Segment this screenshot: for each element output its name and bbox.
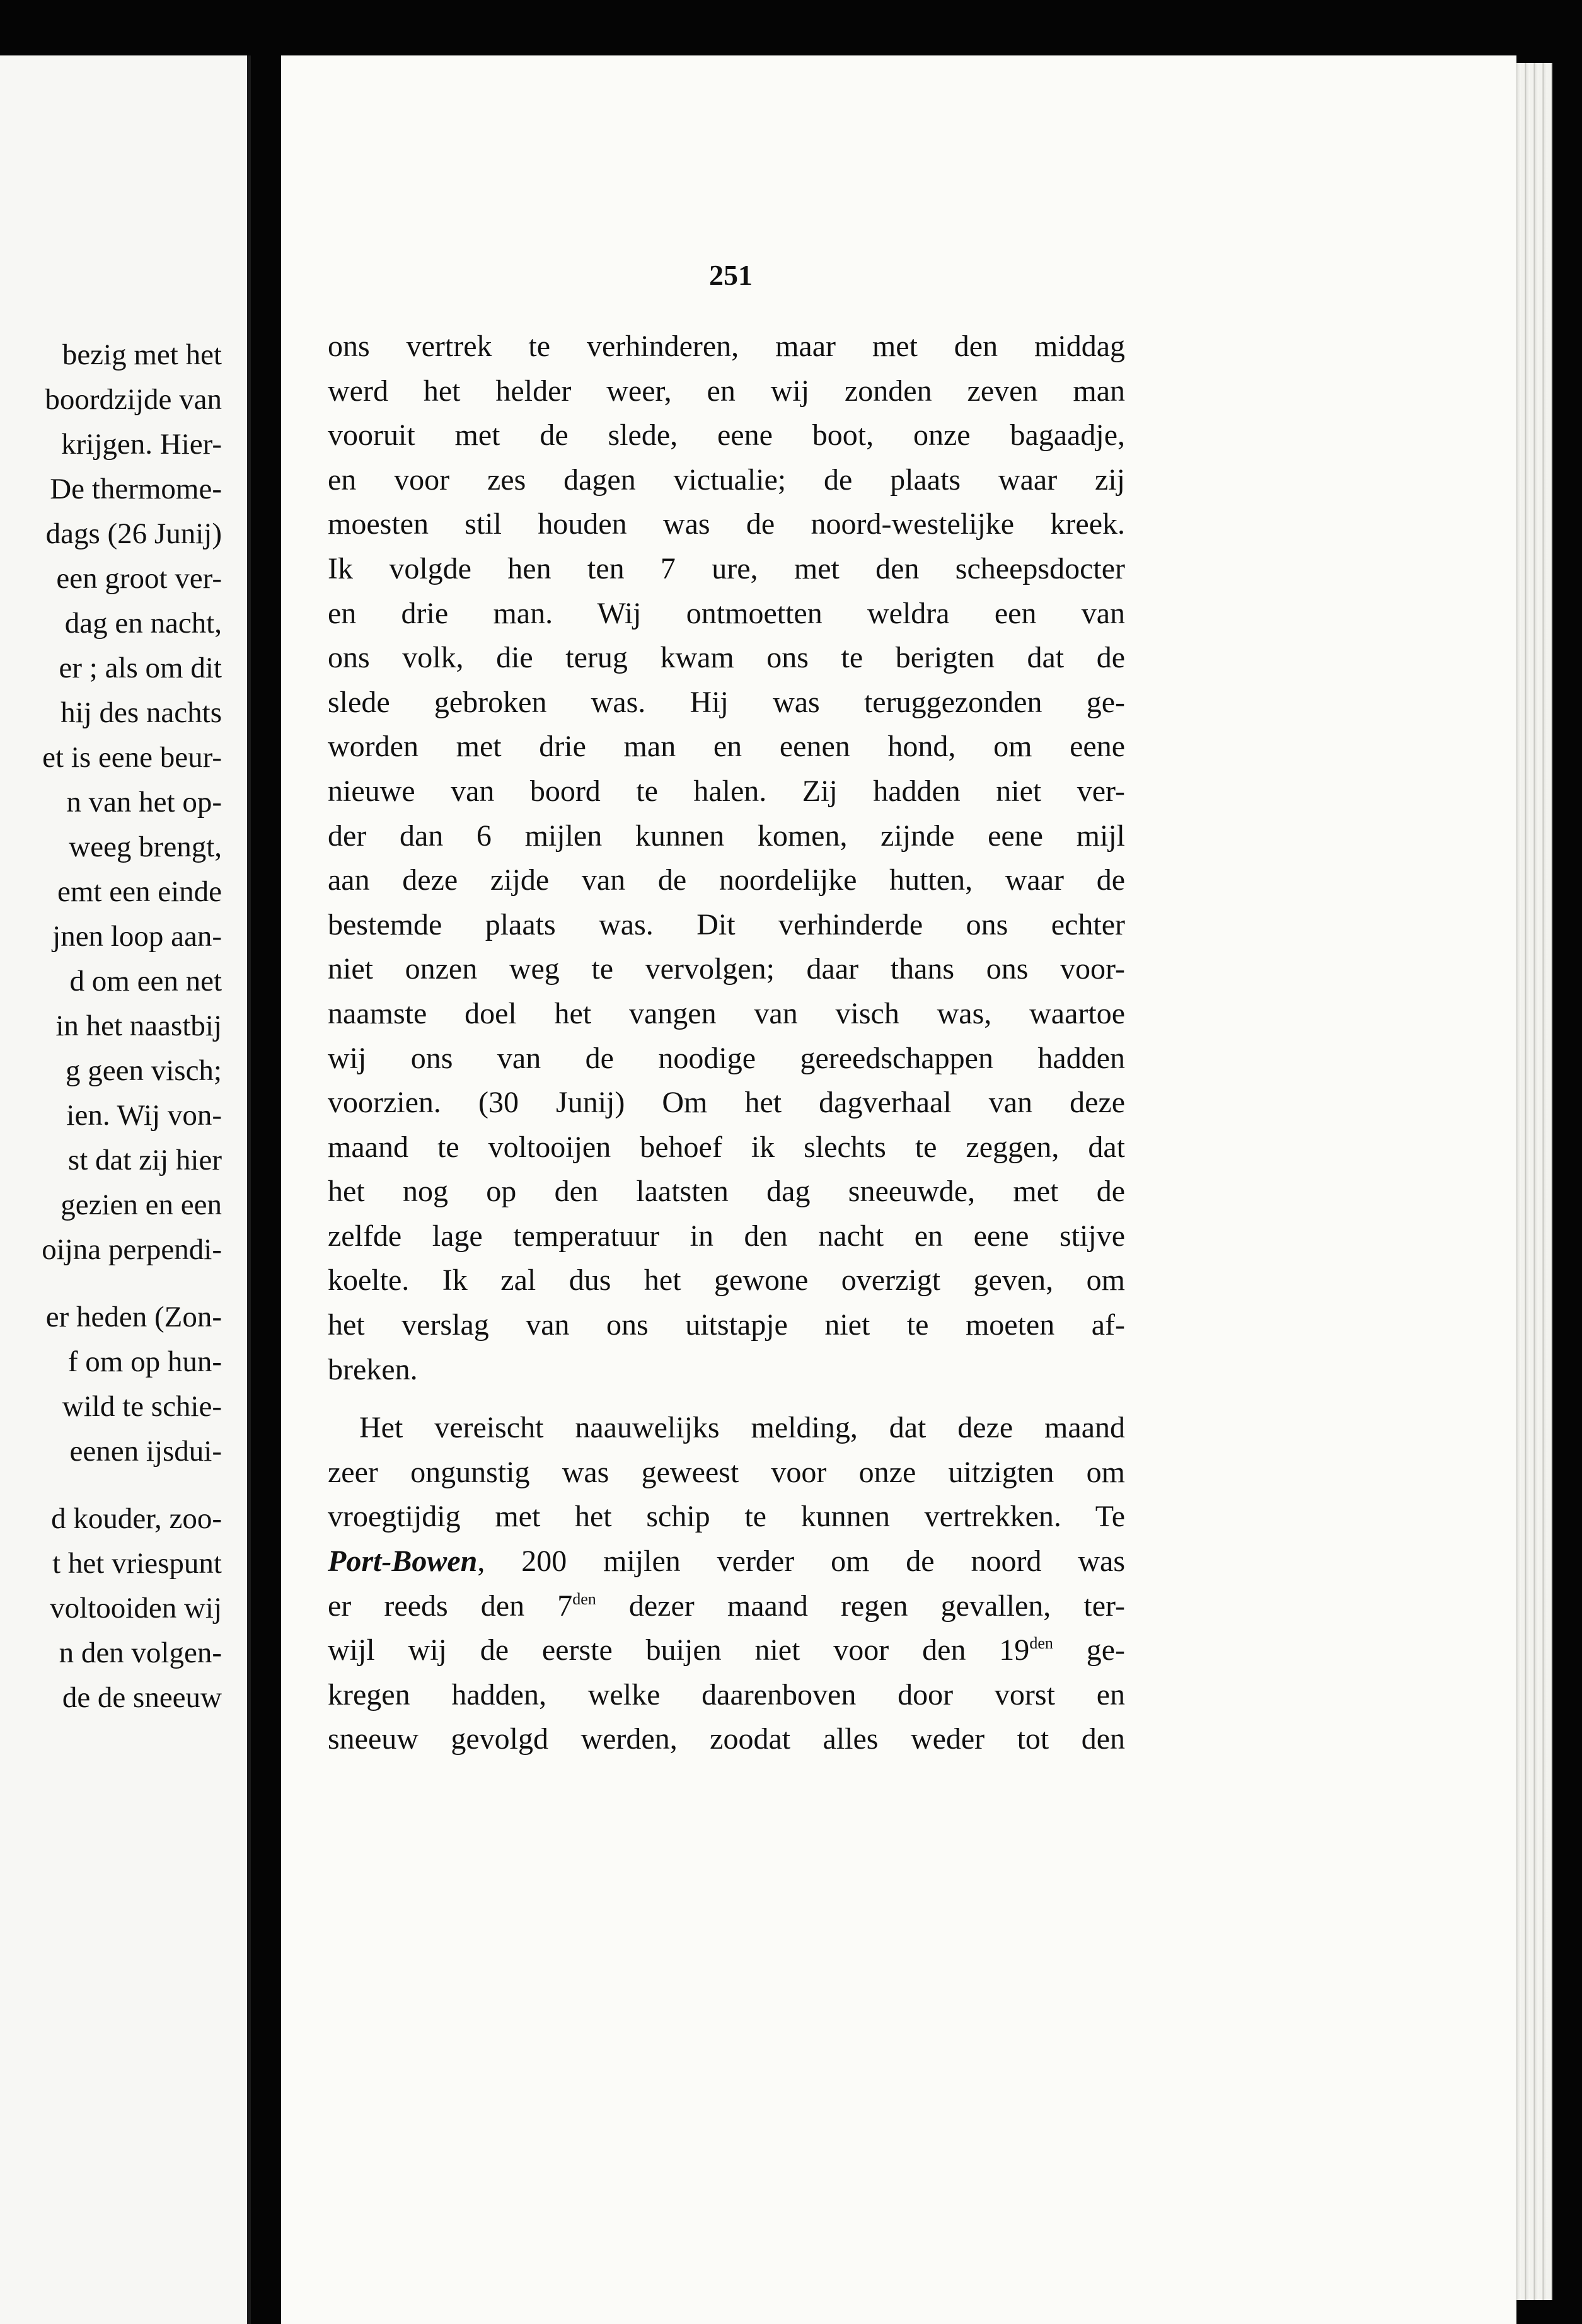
text-line: niet onzen weg te vervolgen; daar thans ons voor- (328, 952, 1125, 986)
left-text-line: jnen loop aan- (52, 920, 222, 953)
left-text-line: er ; als om dit (59, 652, 222, 684)
text-line: der dan 6 mijlen kunnen komen, zijnde eene mijl (328, 819, 1125, 853)
left-text-line: g geen visch; (66, 1054, 222, 1087)
left-text-line: boordzijde van (45, 383, 222, 416)
text-fragment: , 200 mijlen verder om de noord was (477, 1545, 1125, 1579)
text-line: kregen hadden, welke daarenboven door vorst en (328, 1677, 1125, 1711)
left-text-line: eenen ijsdui- (69, 1435, 222, 1468)
left-text-line: st dat zij hier (67, 1144, 222, 1176)
left-text-line: krijgen. Hier- (61, 428, 222, 461)
left-text-line: een groot ver- (56, 562, 222, 595)
left-text-line: gezien en een (61, 1188, 222, 1221)
left-text-line: hij des nachts (61, 696, 222, 729)
text-line: maand te voltooijen behoef ik slechts te zeggen, dat (328, 1130, 1125, 1164)
left-text-line: voltooiden wij (50, 1592, 222, 1625)
left-text-line: in het naastbij (55, 1010, 222, 1042)
paragraph-2 (328, 1406, 1125, 1762)
text-line: vroegtijdig met het schip te kunnen vertrekken. Te (328, 1500, 1125, 1534)
text-line: bestemde plaats was. Dit verhinderde ons echter (328, 907, 1125, 941)
text-fragment: er reeds den 7 (328, 1589, 573, 1623)
text-line: vooruit met de slede, eene boot, onze bagaadje, (328, 418, 1125, 452)
text-line (328, 1628, 1125, 1673)
text-line: moesten stil houden was de noord-westelijke kreek. (328, 507, 1125, 541)
ordinal-suffix: den (572, 1589, 596, 1608)
ordinal-suffix: den (1029, 1634, 1053, 1653)
left-text-line: n den volgen- (59, 1637, 222, 1669)
text-line: zeer ongunstig was geweest voor onze uitzigten om (328, 1455, 1125, 1489)
text-fragment: wijl wij de eerste buijen niet voor den 19 (328, 1633, 1030, 1667)
text-line: breken. (328, 1352, 418, 1386)
text-line: wij ons van de noodige gereedschappen hadden (328, 1041, 1125, 1075)
left-text-line: et is eene beur- (42, 741, 222, 774)
left-text-line: bezig met het (62, 338, 222, 371)
left-text-line: t het vriespunt (52, 1547, 222, 1580)
text-line (328, 1584, 1125, 1629)
text-line: sneeuw gevolgd werden, zoodat alles weder tot den (328, 1722, 1125, 1756)
text-line: het verslag van ons uitstapje niet te moeten af- (328, 1308, 1125, 1342)
left-page (0, 55, 251, 2324)
left-text-line (0, 1272, 222, 1295)
text-line (328, 1539, 1125, 1584)
left-text-line: weeg brengt, (69, 831, 222, 863)
left-text-line: de de sneeuw (62, 1681, 222, 1714)
left-text-line: n van het op- (66, 786, 222, 819)
page-number: 251 (709, 259, 753, 291)
left-text-line: d kouder, zoo- (51, 1502, 222, 1535)
text-line: ons vertrek te verhinderen, maar met den middag (328, 330, 1125, 363)
text-line: Ik volgde hen ten 7 ure, met den scheepsdocter (328, 551, 1125, 585)
text-line: worden met drie man en eenen hond, om eene (328, 730, 1125, 764)
left-text-line: oijna perpendi- (42, 1233, 222, 1266)
text-line: en drie man. Wij ontmoetten weldra een van (328, 596, 1125, 630)
text-line: Het vereischt naauwelijks melding, dat deze maand (359, 1411, 1125, 1445)
text-fragment: dezer maand regen gevallen, ter- (596, 1589, 1126, 1623)
text-line: nieuwe van boord te halen. Zij hadden niet ver- (328, 774, 1125, 808)
text-line: aan deze zijde van de noordelijke hutten, waar de (328, 863, 1125, 897)
left-text-line: er heden (Zon- (45, 1301, 222, 1333)
text-line: werd het helder weer, en wij zonden zeven man (328, 374, 1125, 408)
text-line: ons volk, die terug kwam ons te berigten dat de (328, 641, 1125, 675)
left-text-line: wild te schie- (62, 1390, 222, 1423)
left-page-text (0, 333, 222, 1720)
left-text-line: emt een einde (57, 875, 222, 908)
left-text-line: dags (26 Junij) (45, 517, 222, 550)
place-name: Port-Bowen (328, 1545, 478, 1579)
body-text (328, 325, 1125, 1762)
left-text-line: f om op hun- (67, 1345, 222, 1378)
left-text-line: dag en nacht, (64, 607, 222, 640)
left-text-line: d om een net (69, 965, 222, 998)
text-line: het nog op den laatsten dag sneeuwde, met de (328, 1175, 1125, 1209)
text-line: koelte. Ik zal dus het gewone overzigt geven, om (328, 1263, 1125, 1297)
text-line: naamste doel het vangen van visch was, waartoe (328, 996, 1125, 1030)
left-text-line: ien. Wij von- (66, 1099, 222, 1132)
text-line: voorzien. (30 Junij) Om het dagverhaal van deze (328, 1086, 1125, 1120)
paragraph-1 (328, 325, 1125, 1392)
text-line: en voor zes dagen victualie; de plaats waar zij (328, 463, 1125, 497)
left-text-line: De thermome- (50, 473, 222, 505)
text-fragment: ge- (1053, 1633, 1126, 1667)
text-line: slede gebroken was. Hij was teruggezonden ge- (328, 685, 1125, 719)
text-line: zelfde lage temperatuur in den nacht en eene stijve (328, 1219, 1125, 1253)
left-text-line (0, 1474, 222, 1497)
